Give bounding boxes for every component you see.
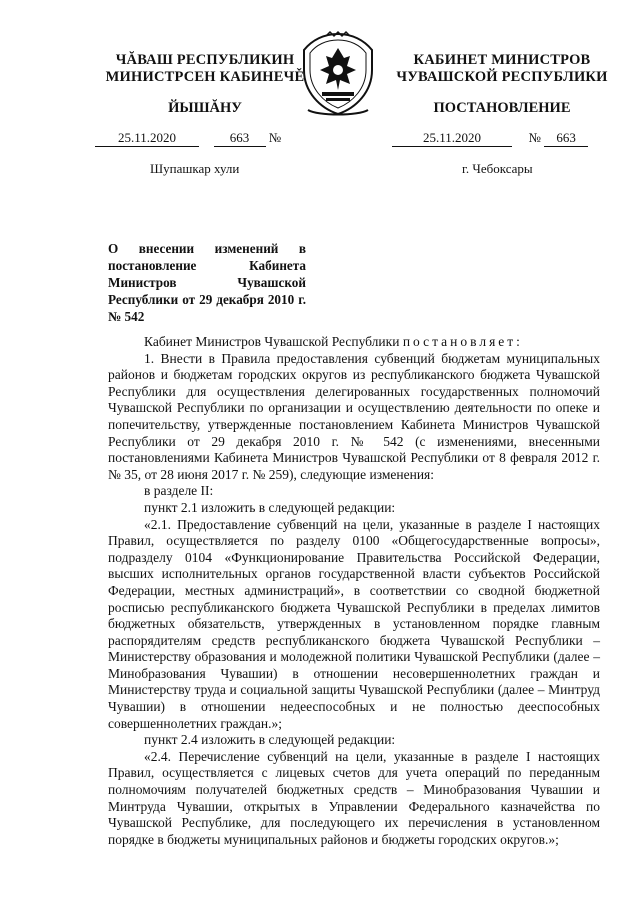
intro-resolves: постановляет: <box>402 334 523 349</box>
doc-number-russian: 663 <box>544 130 588 147</box>
body-paragraph-1: 1. Внести в Правила предоставления субвенций бюджетам муниципальных районов и бюджетам городских округов из республиканского бюджета Чувашской Республики для осуществления делегированных государственных полномочий Чувашской Республики по организации и осуществлению деятельности по опеке и попечительству, утвержденные постановлением Кабинета Министров Чувашской Республики от 29 декабря 2010 г. № 542 (с изменениями, внесенными постановлениями Кабинета Министров Чувашской Республики от 8 февраля 2012 г. № 35, от 28 июня 2017 г. № 259), следующие изменения: <box>108 350 600 482</box>
header-left-line1: ЧĂВАШ РЕСПУБЛИКИН <box>115 52 295 68</box>
registration-line-russian <box>392 130 588 146</box>
document-body <box>108 334 600 848</box>
doc-type-russian: ПОСТАНОВЛЕНИЕ <box>433 100 571 116</box>
header-left-line2: МИНИСТРСЕН КАБИНЕЧĚ <box>105 69 305 85</box>
header-right-russian <box>392 52 612 86</box>
doc-number-chuvash: 663 <box>214 130 266 147</box>
coat-of-arms-icon <box>296 30 380 118</box>
doc-date-russian: 25.11.2020 <box>392 130 512 147</box>
body-paragraph-2: в разделе II: <box>144 483 214 499</box>
body-paragraph-3: пункт 2.1 изложить в следующей редакции: <box>144 499 396 515</box>
body-paragraph-4: «2.1. Предоставление субвенций на цели, указанные в разделе I настоящих Правил, осуществляется по разделу 0100 «Общегосударственные вопросы», подразделу 0104 «Функционирование Правительства Российской Федерации, высших исполнительных органов государственной власти субъектов Российской Федерации, местных администраций», в соответствии со сводной бюджетной росписью республиканского бюджета Чувашской Республики в пределах лимитов бюджетных обязательств, утвержденных в установленном порядке главным распорядителям средств республиканского бюджета Чувашской Республики – Министерству образования и молодежной политики Чувашской Республики (далее – Минобразования Чувашии) в отношении несовершеннолетних граждан и Министерству труда и социальной защиты Чувашской Республики (далее – Минтруд Чувашии) в отношении недееспособных и не полностью дееспособных совершеннолетних граждан.»; <box>108 516 600 731</box>
header-right-line2: ЧУВАШСКОЙ РЕСПУБЛИКИ <box>396 69 608 85</box>
doc-type-chuvash: ЙЫШĂНУ <box>168 100 242 116</box>
intro-text: Кабинет Министров Чувашской Республики <box>144 334 400 349</box>
city-chuvash: Шупашкар хули <box>150 161 240 176</box>
registration-line-chuvash <box>95 130 281 146</box>
body-paragraph-6: «2.4. Перечисление субвенций на цели, указанные в разделе I настоящих Правил, осуществляется с лицевых счетов для учета операций по переданным полномочиям получателей бюджетных средств – Минобразования Чувашии и Минтруда Чувашии, открытых в Управлении Федерального казначейства по Чувашской Республике, для последующего их перечисления в установленном порядке в бюджеты муниципальных районов и бюджеты городских округов.»; <box>108 748 600 847</box>
doc-date-chuvash: 25.11.2020 <box>95 130 199 147</box>
body-intro <box>108 334 600 351</box>
number-sign-chuvash: № <box>268 130 282 145</box>
number-sign-russian: № <box>528 130 541 145</box>
header-left-chuvash <box>95 52 315 86</box>
body-paragraph-5: пункт 2.4 изложить в следующей редакции: <box>144 732 396 748</box>
city-russian: г. Чебоксары <box>462 161 533 176</box>
header-right-line1: КАБИНЕТ МИНИСТРОВ <box>413 52 591 68</box>
document-subject: О внесении изменений в постановление Кабинета Министров Чувашской Республики от 29 декабря 2010 г. № 542 <box>108 241 306 324</box>
